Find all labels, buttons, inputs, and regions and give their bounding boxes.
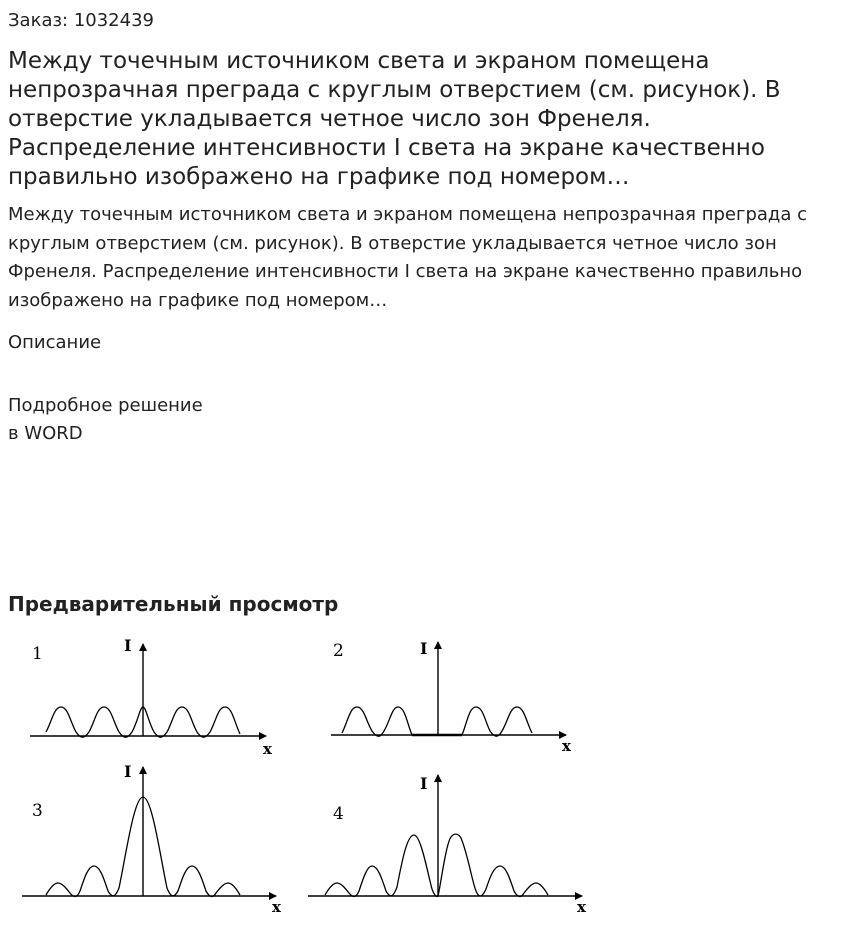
graph-3-x-label: x	[272, 898, 281, 916]
preview-heading: Предварительный просмотр	[8, 592, 339, 616]
graph-1	[30, 636, 273, 758]
graph-3-y-label: I	[124, 762, 132, 781]
page-title: Между точечным источником света и экраном помещена непрозрачная преграда с круглым отверстием (см. рисунок). В отверстие укладывается четное число зон Френеля. Распределение интенсивности I света на экране качественно правильно изображено на графике под номером…	[8, 48, 781, 190]
graph-4-number: 4	[333, 804, 344, 824]
order-number: Заказ: 1032439	[8, 10, 154, 31]
graph-1-x-label: x	[263, 740, 272, 758]
graph-4-y-label: I	[420, 774, 428, 793]
description-label: Описание	[8, 332, 102, 353]
preview-image	[0, 625, 620, 925]
solution-line-2: в WORD	[8, 423, 83, 444]
graph-2-x-label: x	[562, 737, 571, 755]
graph-2-curve-right	[462, 707, 532, 736]
graph-3-number: 3	[32, 801, 43, 821]
graph-4-curve	[325, 834, 548, 896]
graph-2-y-label: I	[420, 639, 428, 658]
graph-2	[331, 639, 572, 755]
solution-line-1: Подробное решение	[8, 395, 203, 416]
graph-4-x-label: x	[577, 898, 586, 916]
task-description: Между точечным источником света и экраном помещена непрозрачная преграда с круглым отверстием (см. рисунок). В отверстие укладывается четное число зон Френеля. Распределение интенсивности I света на экране качественно правильно изображено на графике под номером…	[8, 204, 807, 311]
graph-1-y-label: I	[124, 636, 132, 655]
graph-2-curve-left	[342, 707, 412, 736]
graph-2-number: 2	[333, 641, 344, 661]
graph-3	[22, 762, 282, 916]
graph-4	[308, 774, 587, 916]
graph-1-number: 1	[32, 644, 43, 664]
solution-info	[8, 392, 203, 448]
